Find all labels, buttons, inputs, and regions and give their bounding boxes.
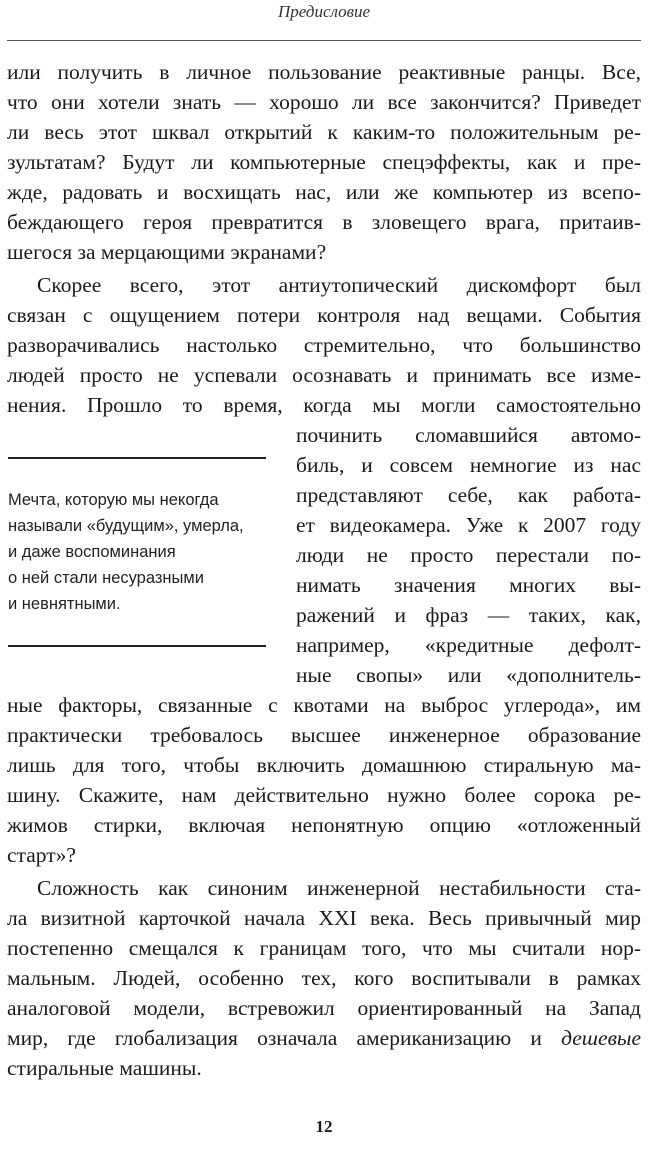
body-line: стиральные машины. <box>7 1056 202 1080</box>
body-line: ла визитной карточкой начала XXI века. Весь привычный мир <box>7 906 641 930</box>
body-line: ные свопы» или «дополнитель- <box>296 663 641 687</box>
pull-quote-bottom-rule <box>8 645 266 647</box>
page-number: 12 <box>315 1117 333 1136</box>
body-line: беждающего героя превратится в зловещего врага, притаив- <box>7 210 641 234</box>
body-line: люди не просто перестали по- <box>296 543 641 567</box>
body-line: например, «кредитные дефолт- <box>296 633 641 657</box>
body-line: или получить в личное пользование реактивные ранцы. Все, <box>7 60 641 84</box>
running-head: Предисловие <box>277 2 371 21</box>
body-line: жимов стирки, включая непонятную опцию «отложенный <box>7 813 641 837</box>
body-line: постепенно смещался к границам того, что мы считали нор- <box>7 936 641 960</box>
pull-quote-line: и невнятными. <box>8 595 121 613</box>
body-line: разворачивались настолько стремительно, что большинство <box>7 333 641 357</box>
pull-quote <box>8 487 270 617</box>
body-line: ет видеокамера. Уже к 2007 году <box>296 513 641 537</box>
body-line-text: мир, где глобализация означала американизацию и <box>7 1026 562 1050</box>
body-line-with-italic <box>7 1023 641 1053</box>
body-line: зультатам? Будут ли компьютерные спецэффекты, как и пре- <box>7 150 641 174</box>
pull-quote-line: Мечта, которую мы некогда <box>8 491 219 509</box>
pull-quote-line: и даже воспоминания <box>8 543 176 561</box>
body-line: практически требовалось высшее инженерное образование <box>7 723 641 747</box>
body-line: что они хотели знать — хорошо ли все закончится? Приведет <box>7 90 641 114</box>
body-line: ли весь этот шквал открытий к каким-то положительным ре- <box>7 120 641 144</box>
pull-quote-line: о ней стали несуразными <box>8 569 204 587</box>
body-line: ные факторы, связанные с квотами на выброс углерода», им <box>7 693 641 717</box>
body-line: связан с ощущением потери контроля над вещами. События <box>7 303 641 327</box>
body-line: жде, радовать и восхищать нас, или же компьютер из всепо- <box>7 180 641 204</box>
pull-quote-top-rule <box>8 457 266 459</box>
body-line: представляют себе, как работа- <box>296 483 641 507</box>
body-line: Сложность как синоним инженерной нестабильности ста- <box>37 876 641 900</box>
body-line: старт»? <box>7 843 76 867</box>
italic-word: дешевые <box>561 1026 641 1050</box>
body-line: шину. Скажите, нам действительно нужно более сорока ре- <box>7 783 641 807</box>
header-rule <box>7 40 641 41</box>
pull-quote-line: называли «будущим», умерла, <box>8 517 244 535</box>
body-line: мальным. Людей, особенно тех, кого воспитывали в рамках <box>7 966 641 990</box>
body-line: людей просто не успевали осознавать и принимать все изме- <box>7 363 641 387</box>
body-line: аналоговой модели, встревожил ориентированный на Запад <box>7 996 641 1020</box>
body-line: лишь для того, чтобы включить домашнюю стиральную ма- <box>7 753 641 777</box>
body-line: биль, и совсем немногие из нас <box>296 453 641 477</box>
body-line: шегося за мерцающими экранами? <box>7 240 327 264</box>
body-line: ражений и фраз — таких, как, <box>296 603 641 627</box>
body-line: нимать значения многих вы- <box>296 573 641 597</box>
body-line: починить сломавшийся автомо- <box>296 423 641 447</box>
body-line: Скорее всего, этот антиутопический дискомфорт был <box>37 273 641 297</box>
body-line: нения. Прошло то время, когда мы могли самостоятельно <box>7 393 641 417</box>
